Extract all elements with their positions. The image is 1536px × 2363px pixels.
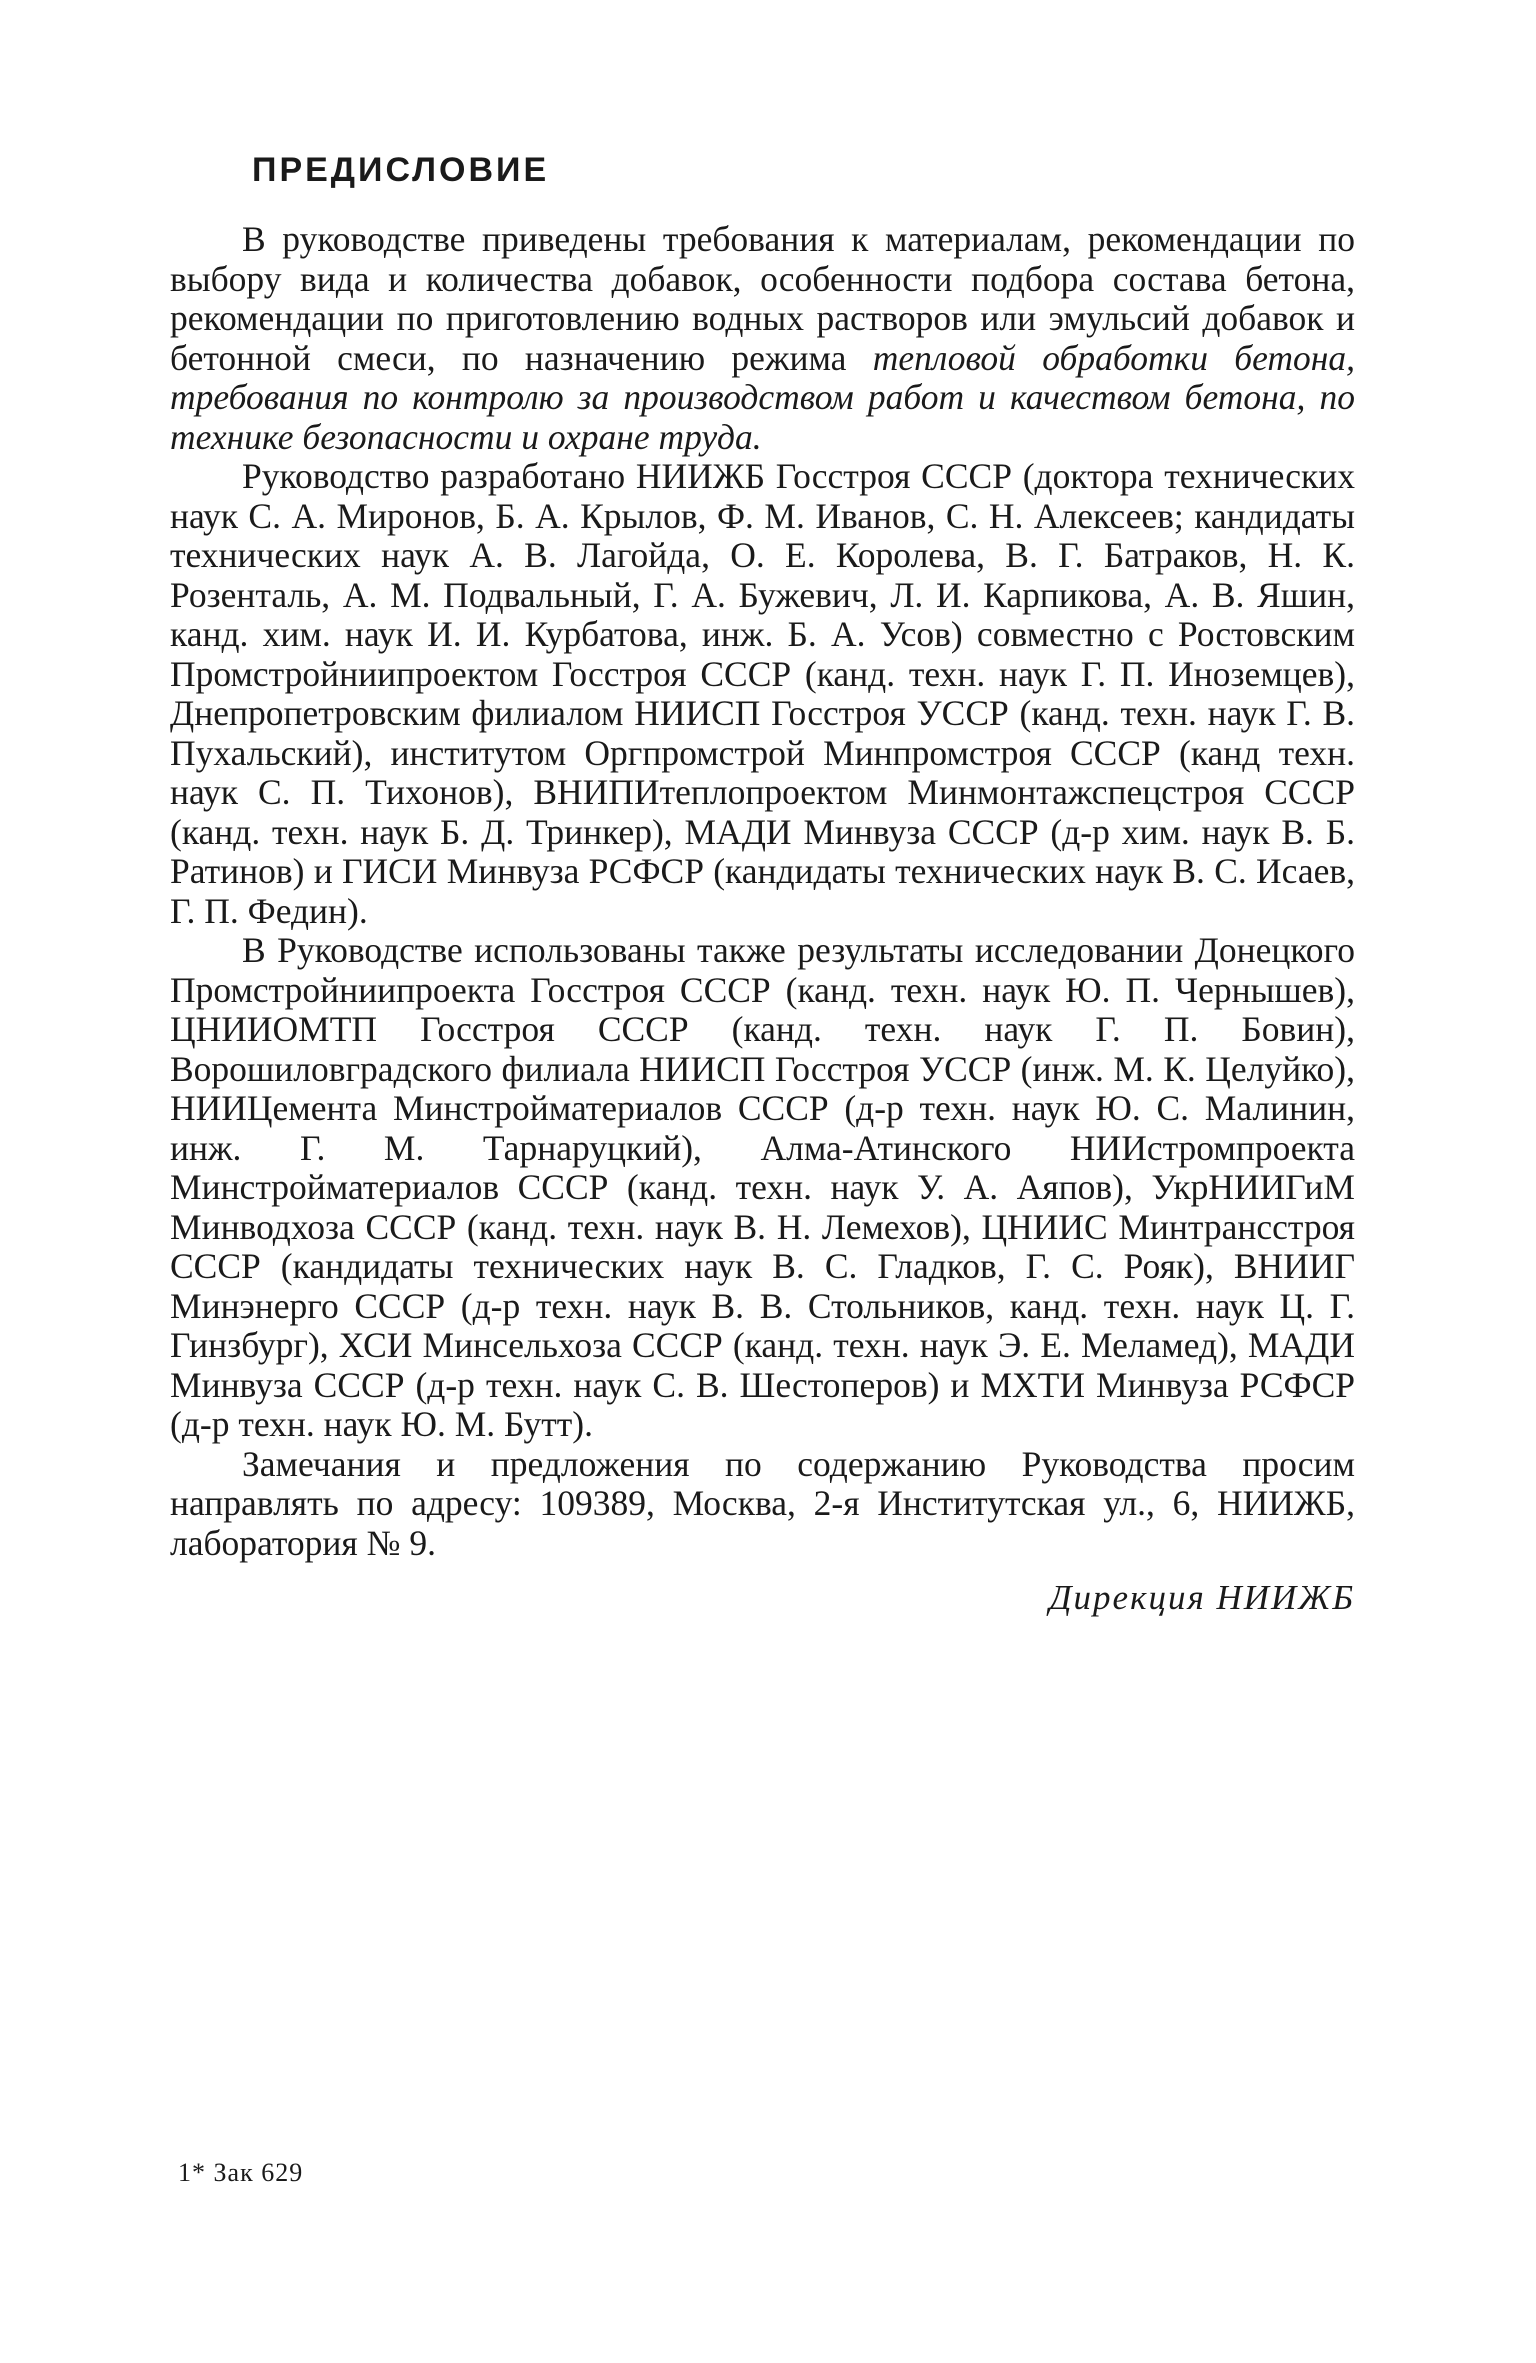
paragraph-contributors: В Руководстве использованы также результаты исследовании Донецкого Промстройниипроекта Госстроя СССР (канд. техн. наук Ю. П. Чернышев), ЦНИИОМТП Госстроя СССР (канд. техн. наук Г. П. Бовин), Ворошиловградского филиала НИИСП Госстроя УССР (инж. М. К. Целуйко), НИИЦемента Минстройматериалов СССР (д-р техн. наук Ю. С. Малинин, инж. Г. М. Тарнаруцкий), Алма-Атинского НИИстромпроекта Минстройматериалов СССР (канд. техн. наук У. А. Аяпов), УкрНИИГиМ Минводхоза СССР (канд. техн. наук В. Н. Лемехов), ЦНИИС Минтрансстроя СССР (кандидаты технических наук В. С. Гладков, Г. С. Рояк), ВНИИГ Минэнерго СССР (д-р техн. наук В. В. Стольников, канд. техн. наук Ц. Г. Гинзбург), ХСИ Минсельхоза СССР (канд. техн. наук Э. Е. Меламед), МАДИ Минвуза СССР (д-р техн. наук С. В. Шестоперов) и МХТИ Минвуза РСФСР (д-р техн. наук Ю. М. Бутт).: [170, 930, 1355, 1444]
print-order-footer: 1* Зак 629: [178, 2158, 304, 2187]
paragraph-authors: Руководство разработано НИИЖБ Госстроя СССР (доктора технических наук С. А. Миронов, Б. А. Крылов, Ф. М. Иванов, С. Н. Алексеев; кандидаты технических наук А. В. Лагойда, О. Е. Королева, В. Г. Батраков, Н. К. Розенталь, А. М. Подвальный, Г. А. Бужевич, Л. И. Карпикова, А. В. Яшин, канд. хим. наук И. И. Курбатова, инж. Б. А. Усов) совместно с Ростовским Промстройниипроектом Госстроя СССР (канд. техн. наук Г. П. Иноземцев), Днепропетровским филиалом НИИСП Госстроя УССР (канд. техн. наук Г. В. Пухальский), институтом Оргпромстрой Минпромстроя СССР (канд техн. наук С. П. Тихонов), ВНИПИтеплопроектом Минмонтажспецстроя СССР (канд. техн. наук Б. Д. Тринкер), МАДИ Минвуза СССР (д-р хим. наук В. Б. Ратинов) и ГИСИ Минвуза РСФСР (кандидаты технических наук В. С. Исаев, Г. П. Федин).: [170, 456, 1355, 931]
document-page: [170, 150, 1355, 1619]
paragraph-intro-text: В руководстве приведены требования к материалам, рекомендации по выбору вида и количества добавок, особенности подбора состава бетона, рекомендации по приготовлению водных растворов или эмульсий добавок и бетонной смеси, по назначению режима: [170, 219, 1355, 378]
paragraph-remarks: Замечания и предложения по содержанию Руководства просим направлять по адресу: 109389, Москва, 2-я Институтская ул., 6, НИИЖБ, лаборатория № 9.: [170, 1443, 1355, 1563]
page-heading: ПРЕДИСЛОВИЕ: [252, 151, 550, 189]
signature: Дирекция НИИЖБ: [1049, 1578, 1355, 1617]
paragraph-intro: [170, 220, 1355, 457]
paragraph-intro-italic: тепловой обработки бетона, требования по контролю за производством работ и качеством бетона, по технике безопасности и охране труда.: [170, 337, 1355, 457]
